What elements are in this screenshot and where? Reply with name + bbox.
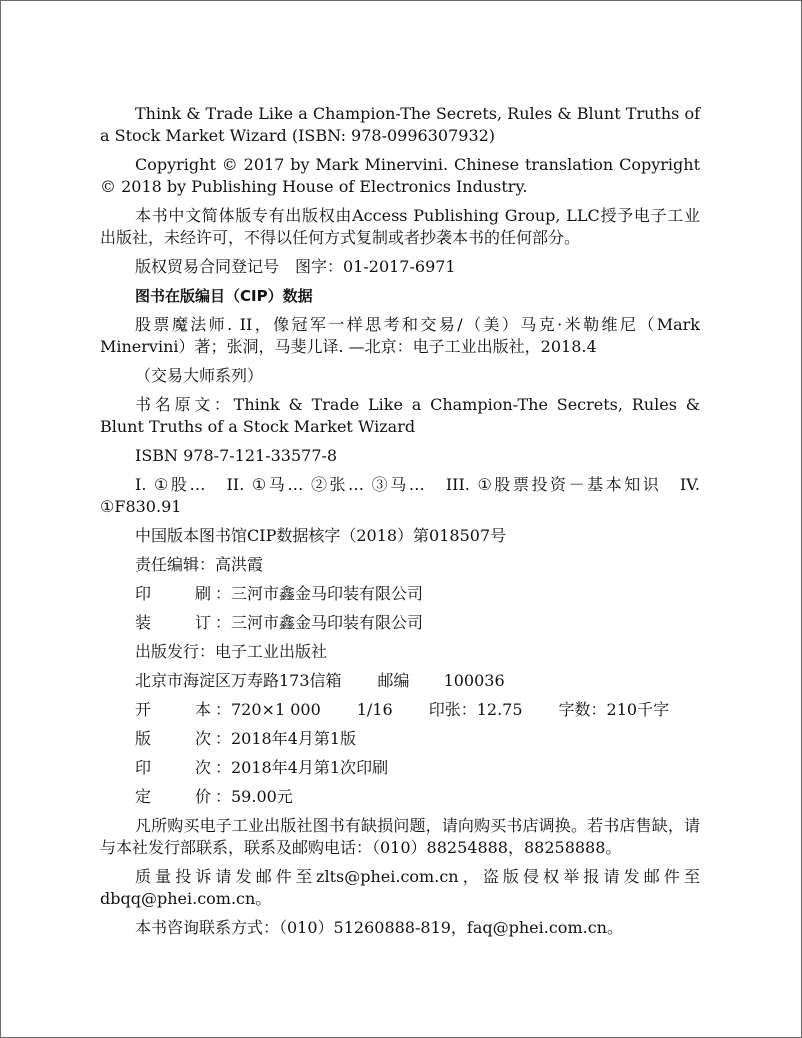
complaints-notice: 质量投诉请发邮件至zlts@phei.com.cn，盗版侵权举报请发邮件至dbqq@phei.com.cn。 [100, 867, 700, 908]
sheets-value: 12.75 [476, 700, 523, 719]
sheets-label: 印张： [428, 700, 477, 719]
address-row [100, 670, 700, 692]
edition-value: 2018年4月第1版 [231, 729, 357, 748]
postcode-label: 邮编 [377, 671, 410, 690]
words-label: 字数： [558, 700, 607, 719]
rights-notice: 本书中文简体版专有出版权由Access Publishing Group, LLC授予电子工业出版社，未经许可，不得以任何方式复制或者抄袭本书的任何部分。 [100, 206, 700, 247]
contract-number: 版权贸易合同登记号 图字：01-2017-6971 [135, 257, 456, 276]
editor-value: 高洪霞 [215, 555, 264, 574]
isbn: ISBN 978-7-121-33577-8 [135, 446, 338, 465]
publisher-row [100, 641, 700, 663]
classification: I. ①股… II. ①马… ②张… ③马… III. ①股票投资－基本知识 IV. ①F830.91 [100, 475, 700, 516]
impression-row [100, 757, 700, 779]
editor-label: 责任编辑： [135, 555, 216, 574]
binder-value: 三河市鑫金马印装有限公司 [231, 613, 424, 632]
editor-row [100, 554, 700, 576]
price-label: 定 价： [135, 787, 231, 806]
format-row [100, 699, 700, 721]
edition-label: 版 次： [135, 729, 231, 748]
format-fraction: 1/16 [356, 700, 393, 719]
cip-heading: 图书在版编目（CIP）数据 [135, 287, 313, 305]
address-value: 北京市海淀区万寿路173信箱 [135, 671, 342, 690]
printer-value: 三河市鑫金马印装有限公司 [231, 584, 424, 603]
contact-notice: 本书咨询联系方式：（010）51260888-819，faq@phei.com.cn。 [135, 918, 623, 937]
original-name: 书名原文：Think & Trade Like a Champion-The Secrets, Rules & Blunt Truths of a Stock Market Wizard [100, 395, 700, 436]
price-value: 59.00元 [231, 787, 293, 806]
impression-value: 2018年4月第1次印刷 [231, 758, 389, 777]
copyright-notice: Copyright © 2017 by Mark Minervini. Chinese translation Copyright © 2018 by Publishing House of Electronics Industry. [100, 155, 700, 196]
cip-title: 股票魔法师. II，像冠军一样思考和交易/（美）马克·米勒维尼（Mark Minervini）著；张洞，马斐儿译. —北京：电子工业出版社，2018.4 [100, 315, 700, 356]
format-value: 720×1 000 [231, 700, 321, 719]
words-value: 210千字 [606, 700, 670, 719]
impression-label: 印 次： [135, 758, 231, 777]
format-label: 开 本： [135, 700, 231, 719]
publisher-value: 电子工业出版社 [215, 642, 328, 661]
printer-label: 印 刷： [135, 584, 231, 603]
printer-row [100, 583, 700, 605]
publisher-label: 出版发行： [135, 642, 216, 661]
defects-notice: 凡所购买电子工业出版社图书有缺损问题，请向购买书店调换。若书店售缺，请与本社发行部联系，联系及邮购电话：（010）88254888，88258888。 [100, 816, 700, 857]
copyright-page [100, 103, 700, 946]
price-row [100, 786, 700, 808]
series-name: （交易大师系列） [135, 366, 264, 385]
original-title: Think & Trade Like a Champion-The Secrets, Rules & Blunt Truths of a Stock Market Wizard (ISBN: 978-0996307932) [100, 104, 700, 145]
binder-label: 装 订： [135, 613, 231, 632]
cip-number: 中国版本图书馆CIP数据核字（2018）第018507号 [135, 526, 507, 545]
binder-row [100, 612, 700, 634]
edition-row [100, 728, 700, 750]
postcode-value: 100036 [443, 671, 505, 690]
